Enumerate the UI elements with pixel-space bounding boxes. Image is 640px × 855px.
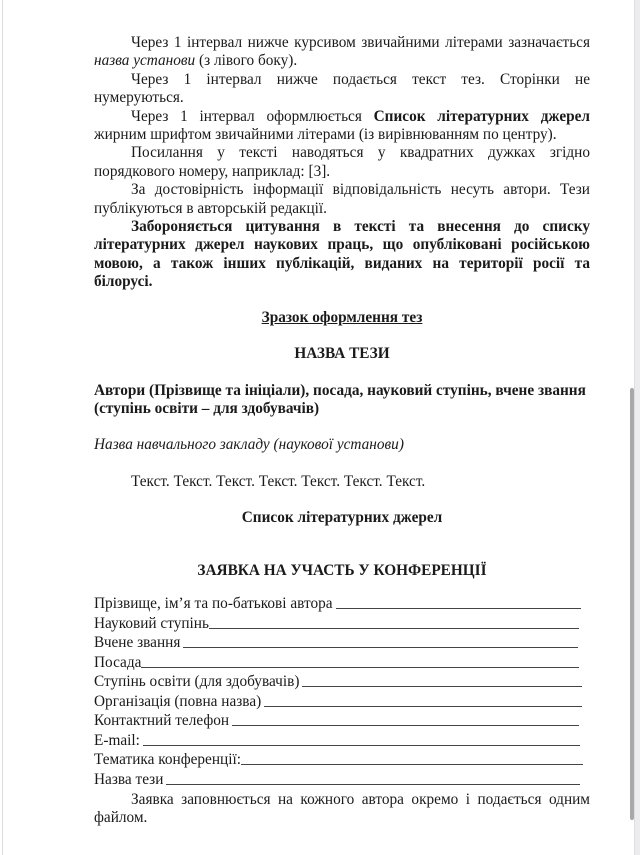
sample-title: НАЗВА ТЕЗИ <box>294 345 390 363</box>
application-form <box>94 594 590 789</box>
academic-title-input-line[interactable] <box>183 647 578 648</box>
spacer <box>94 292 590 309</box>
education-level-input-line[interactable] <box>302 686 582 687</box>
sample-references-heading: Список літературних джерел <box>241 509 443 527</box>
intro-paragraph-responsibility: За достовірність інформації відповідальність несуть автори. Тези публікуються в авторській редакції. <box>94 181 590 217</box>
field-label: E-mail: <box>94 731 140 749</box>
spacer <box>94 491 590 509</box>
full-name-input-line[interactable] <box>336 608 581 609</box>
form-field-thesis-title <box>94 769 590 789</box>
spacer <box>94 364 590 382</box>
form-field-phone <box>94 711 590 731</box>
intro-paragraph-institution: Через 1 інтервал нижче курсивом звичайними літерами зазначається назва установи (з лівого боку). <box>94 34 590 70</box>
document-page <box>94 34 590 828</box>
field-label: Вчене звання <box>94 634 181 652</box>
field-label: Тематика конференції: <box>94 751 241 769</box>
spacer <box>94 418 590 436</box>
field-label: Науковий ступінь <box>94 614 209 632</box>
form-field-academic-title <box>94 633 590 653</box>
conference-topic-input-line[interactable] <box>241 764 583 765</box>
bold-term: Список літературних джерел <box>373 107 590 125</box>
form-field-education-level <box>94 672 590 692</box>
italic-term: назва установи <box>94 52 196 70</box>
intro-paragraph-citations: Посилання у тексті наводяться у квадратних дужках згідно порядкового номеру, наприклад: [3]. <box>94 144 590 180</box>
form-field-position <box>94 652 590 672</box>
phone-input-line[interactable] <box>232 725 579 726</box>
position-input-line[interactable] <box>141 667 579 668</box>
sample-institution: Назва навчального закладу (наукової установи) <box>94 436 404 454</box>
form-field-email <box>94 730 590 750</box>
intro-paragraph-references: Через 1 інтервал оформлюється Список літературних джерел жирним шрифтом звичайними літерами (із вирівнюванням по центру). <box>94 107 590 144</box>
field-label: Назва тези <box>94 770 164 788</box>
field-label: Контактний телефон <box>94 712 230 730</box>
intro-paragraph-prohibition: Забороняється цитування в тексті та внесення до списку літературних джерел наукових праць, що опубліковані російською мовою, а також інших публікацій, виданих на території росії та білорусі. <box>94 218 590 291</box>
application-title: ЗАЯВКА НА УЧАСТЬ У КОНФЕРЕНЦІЇ <box>197 561 487 579</box>
field-label: Прізвище, ім’я та по-батькові автора <box>94 595 333 613</box>
spacer <box>94 528 590 562</box>
field-label: Посада <box>94 653 142 671</box>
scrollbar-track[interactable] <box>634 0 640 855</box>
form-field-full-name <box>94 594 590 614</box>
form-field-organization <box>94 691 590 711</box>
thesis-title-input-line[interactable] <box>166 784 580 785</box>
spacer <box>94 327 590 345</box>
sample-authors: Автори (Прізвище та ініціали), посада, науковий ступінь, вчене звання (ступінь освіти – для здобувачів) <box>94 381 586 417</box>
organization-input-line[interactable] <box>264 706 582 707</box>
email-input-line[interactable] <box>143 745 580 746</box>
form-field-conference-topic <box>94 750 590 770</box>
form-field-academic-degree <box>94 613 590 633</box>
sample-heading: Зразок оформлення тез <box>261 308 423 326</box>
application-note: Заявка заповнюється на кожного автора окремо і подається одним файлом. <box>94 790 590 827</box>
page-left-edge <box>2 0 3 855</box>
academic-degree-input-line[interactable] <box>209 628 579 629</box>
spacer <box>94 455 590 473</box>
intro-paragraph-text: Через 1 інтервал нижче подається текст тез. Сторінки не нумеруються. <box>94 70 590 107</box>
field-label: Ступінь освіти (для здобувачів) <box>94 673 300 691</box>
spacer <box>94 580 590 594</box>
scrollbar-thumb[interactable] <box>630 388 634 820</box>
field-label: Організація (повна назва) <box>94 692 262 710</box>
sample-body-text: Текст. Текст. Текст. Текст. Текст. Текст. Текст. <box>131 472 426 490</box>
